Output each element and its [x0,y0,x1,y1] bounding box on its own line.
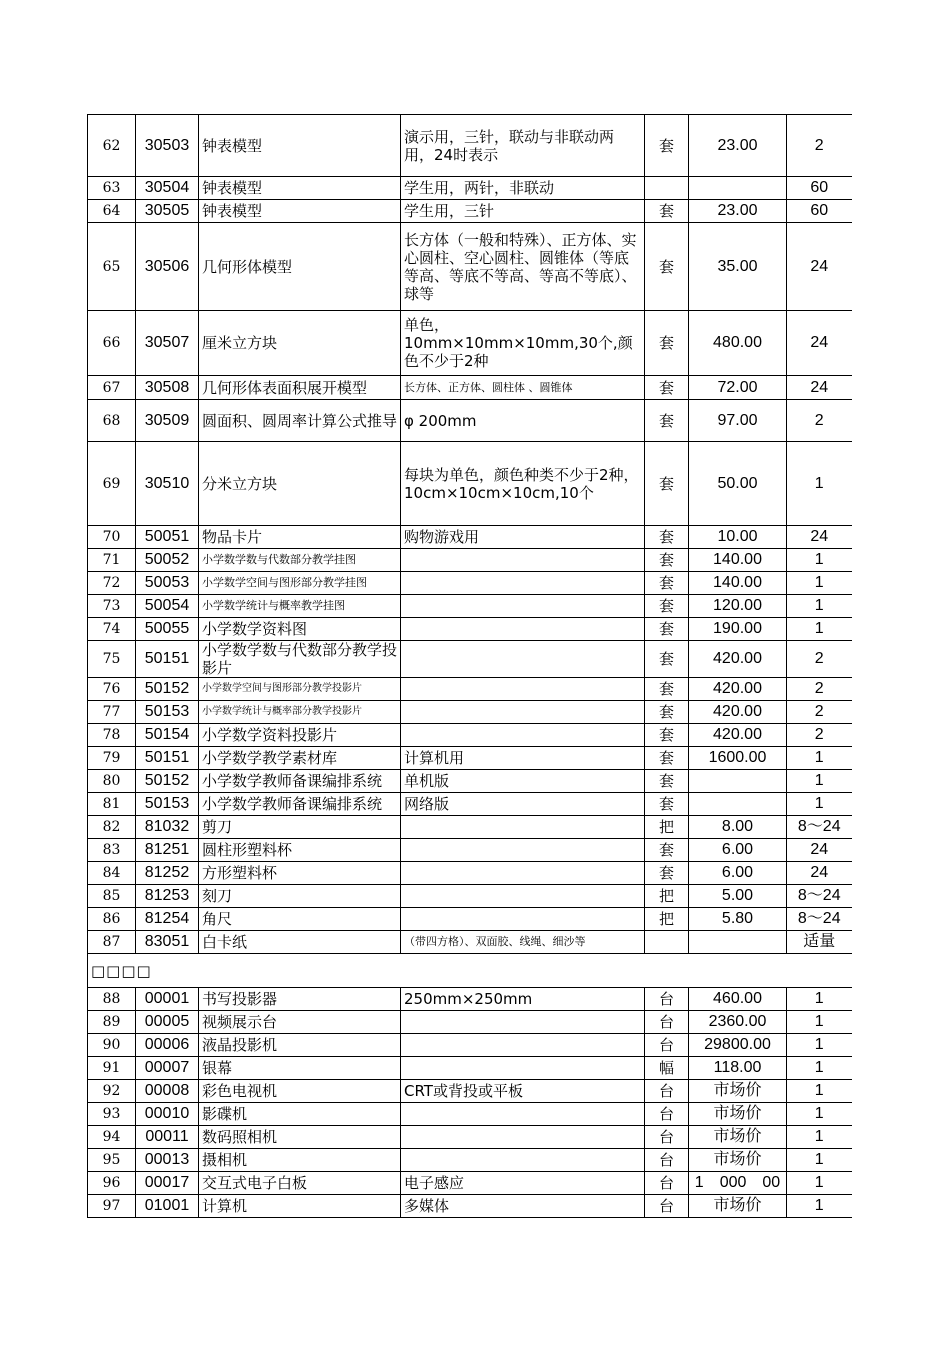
item-spec [401,839,645,862]
item-code: 00001 [136,988,199,1011]
item-quantity: 1 [787,618,852,641]
section-heading: □□□□ [88,954,852,988]
item-code: 30504 [136,177,199,200]
item-code: 30505 [136,200,199,223]
item-name: 钟表模型 [199,177,401,200]
item-price: 72.00 [689,376,787,400]
item-spec [401,862,645,885]
row-number: 80 [88,770,136,793]
table-row [88,400,852,442]
item-unit: 把 [645,816,689,839]
item-spec [401,701,645,724]
item-unit: 台 [645,988,689,1011]
row-number: 68 [88,400,136,442]
item-quantity: 8～24 [787,816,852,839]
item-unit: 台 [645,1080,689,1103]
equipment-table [87,114,852,1218]
item-code: 30507 [136,311,199,376]
item-spec: 多媒体 [401,1195,645,1218]
item-quantity: 1 [787,549,852,572]
item-code: 30509 [136,400,199,442]
item-unit: 套 [645,200,689,223]
item-unit: 套 [645,376,689,400]
item-spec [401,1057,645,1080]
item-name: 圆柱形塑料杯 [199,839,401,862]
item-name: 白卡纸 [199,931,401,954]
row-number: 74 [88,618,136,641]
table-row [88,1195,852,1218]
item-quantity: 2 [787,641,852,678]
item-name: 剪刀 [199,816,401,839]
item-name: 分米立方块 [199,442,401,526]
table-row [88,724,852,747]
item-quantity: 2 [787,724,852,747]
table-row [88,549,852,572]
row-number: 85 [88,885,136,908]
item-quantity: 24 [787,223,852,311]
item-code: 00005 [136,1011,199,1034]
item-unit: 套 [645,311,689,376]
item-price: 190.00 [689,618,787,641]
row-number: 66 [88,311,136,376]
table-row [88,839,852,862]
item-code: 30506 [136,223,199,311]
item-quantity: 1 [787,1080,852,1103]
item-code: 50152 [136,770,199,793]
item-unit: 台 [645,1149,689,1172]
item-price: 市场价 [689,1080,787,1103]
item-quantity: 2 [787,678,852,701]
item-name: 小学数学教师备课编排系统 [199,770,401,793]
item-price: 6.00 [689,862,787,885]
item-name: 小学数学统计与概率教学挂图 [199,595,401,618]
table-row [88,1149,852,1172]
item-spec [401,908,645,931]
item-spec: 单机版 [401,770,645,793]
item-spec: 电子感应 [401,1172,645,1195]
item-code: 00010 [136,1103,199,1126]
row-number: 75 [88,641,136,678]
item-unit: 套 [645,223,689,311]
item-spec [401,885,645,908]
item-spec: 每块为单色，颜色种类不少于2种，10cm×10cm×10cm,10个 [401,442,645,526]
item-quantity: 1 [787,442,852,526]
item-spec: 250mm×250mm [401,988,645,1011]
row-number: 77 [88,701,136,724]
item-price: 50.00 [689,442,787,526]
item-code: 81252 [136,862,199,885]
item-code: 30510 [136,442,199,526]
item-quantity: 60 [787,200,852,223]
item-spec: 学生用，两针，非联动 [401,177,645,200]
item-name: 刻刀 [199,885,401,908]
item-name: 小学数学空间与图形部分教学挂图 [199,572,401,595]
item-unit: 套 [645,770,689,793]
item-code: 50051 [136,526,199,549]
table-row [88,747,852,770]
row-number: 88 [88,988,136,1011]
item-price: 23.00 [689,115,787,177]
table-row [88,572,852,595]
item-name: 小学数学空间与图形部分教学投影片 [199,678,401,701]
table-row [88,862,852,885]
row-number: 64 [88,200,136,223]
item-price: 市场价 [689,1126,787,1149]
table-row [88,793,852,816]
item-unit: 台 [645,1195,689,1218]
item-name: 几何形体模型 [199,223,401,311]
item-unit: 套 [645,862,689,885]
item-quantity: 60 [787,177,852,200]
row-number: 95 [88,1149,136,1172]
table-row [88,376,852,400]
item-spec [401,1126,645,1149]
table-row [88,177,852,200]
item-quantity: 1 [787,572,852,595]
item-quantity: 1 [787,793,852,816]
item-spec [401,641,645,678]
item-unit: 把 [645,885,689,908]
item-unit: 套 [645,442,689,526]
item-quantity: 1 [787,1172,852,1195]
item-code: 50151 [136,747,199,770]
item-code: 00008 [136,1080,199,1103]
item-quantity: 1 [787,1103,852,1126]
item-quantity: 24 [787,376,852,400]
row-number: 96 [88,1172,136,1195]
table-row [88,701,852,724]
item-spec: 长方体（一般和特殊）、正方体、实心圆柱、空心圆柱、圆锥体（等底等高、等底不等高、等高不等底）、球等 [401,223,645,311]
item-price: 5.80 [689,908,787,931]
item-code: 81253 [136,885,199,908]
item-quantity: 2 [787,400,852,442]
item-unit: 套 [645,678,689,701]
item-spec: （带四方格）、双面胶、线绳、细沙等 [401,931,645,954]
item-spec: CRT或背投或平板 [401,1080,645,1103]
item-price: 140.00 [689,549,787,572]
item-spec: φ 200mm [401,400,645,442]
item-price: 市场价 [689,1149,787,1172]
item-unit: 套 [645,701,689,724]
item-unit: 套 [645,747,689,770]
item-quantity: 1 [787,747,852,770]
table-row [88,885,852,908]
item-unit: 套 [645,115,689,177]
item-name: 小学数学教学素材库 [199,747,401,770]
item-code: 00011 [136,1126,199,1149]
item-price: 420.00 [689,724,787,747]
table-row [88,1172,852,1195]
table-row [88,311,852,376]
item-unit: 套 [645,549,689,572]
item-unit: 套 [645,572,689,595]
item-name: 小学数学统计与概率部分教学投影片 [199,701,401,724]
item-unit: 套 [645,618,689,641]
item-price: 5.00 [689,885,787,908]
item-code: 30508 [136,376,199,400]
table-row [88,678,852,701]
row-number: 86 [88,908,136,931]
item-name: 影碟机 [199,1103,401,1126]
item-unit: 套 [645,839,689,862]
item-unit: 幅 [645,1057,689,1080]
table-row [88,595,852,618]
item-name: 小学数学数与代数部分教学投影片 [199,641,401,678]
item-unit: 套 [645,595,689,618]
item-unit: 台 [645,1103,689,1126]
row-number: 91 [88,1057,136,1080]
row-number: 89 [88,1011,136,1034]
row-number: 81 [88,793,136,816]
item-price: 1600.00 [689,747,787,770]
item-name: 钟表模型 [199,200,401,223]
item-spec [401,1149,645,1172]
item-name: 小学数学教师备课编排系统 [199,793,401,816]
item-price: 6.00 [689,839,787,862]
item-quantity: 8～24 [787,885,852,908]
item-code: 81254 [136,908,199,931]
row-number: 90 [88,1034,136,1057]
item-spec: 学生用，三针 [401,200,645,223]
item-spec: 单色，10mm×10mm×10mm,30个,颜色不少于2种 [401,311,645,376]
table-row [88,1080,852,1103]
table-row [88,931,852,954]
row-number: 82 [88,816,136,839]
item-quantity: 24 [787,839,852,862]
item-quantity: 适量 [787,931,852,954]
table-row [88,1126,852,1149]
item-code: 50152 [136,678,199,701]
table-row [88,1057,852,1080]
item-unit: 台 [645,1172,689,1195]
row-number: 62 [88,115,136,177]
item-code: 50153 [136,701,199,724]
item-price: 1 000 00 [689,1172,787,1195]
item-price: 23.00 [689,200,787,223]
row-number: 76 [88,678,136,701]
item-quantity: 1 [787,595,852,618]
item-unit: 套 [645,641,689,678]
row-number: 65 [88,223,136,311]
item-name: 书写投影器 [199,988,401,1011]
table-row [88,908,852,931]
item-name: 数码照相机 [199,1126,401,1149]
item-price [689,177,787,200]
item-price [689,770,787,793]
item-quantity: 1 [787,1057,852,1080]
item-name: 角尺 [199,908,401,931]
item-price: 35.00 [689,223,787,311]
item-code: 50052 [136,549,199,572]
item-spec [401,549,645,572]
item-name: 物品卡片 [199,526,401,549]
item-price: 460.00 [689,988,787,1011]
item-spec [401,724,645,747]
table-row [88,988,852,1011]
item-spec [401,1011,645,1034]
table-row [88,1011,852,1034]
table-row [88,770,852,793]
item-name: 方形塑料杯 [199,862,401,885]
item-price: 29800.00 [689,1034,787,1057]
row-number: 71 [88,549,136,572]
item-quantity: 8～24 [787,908,852,931]
item-name: 摄相机 [199,1149,401,1172]
item-name: 彩色电视机 [199,1080,401,1103]
item-name: 圆面积、圆周率计算公式推导 [199,400,401,442]
row-number: 70 [88,526,136,549]
table-row [88,1103,852,1126]
item-code: 50154 [136,724,199,747]
item-unit: 台 [645,1126,689,1149]
item-name: 厘米立方块 [199,311,401,376]
table-row [88,641,852,678]
item-quantity: 1 [787,1011,852,1034]
table-row [88,223,852,311]
table-row [88,115,852,177]
item-name: 小学数学资料图 [199,618,401,641]
item-price: 480.00 [689,311,787,376]
table-row [88,1034,852,1057]
item-name: 交互式电子白板 [199,1172,401,1195]
item-unit [645,931,689,954]
item-code: 81032 [136,816,199,839]
section-row [88,954,852,988]
table-row [88,200,852,223]
item-quantity: 1 [787,988,852,1011]
row-number: 92 [88,1080,136,1103]
item-spec [401,678,645,701]
row-number: 73 [88,595,136,618]
item-price: 2360.00 [689,1011,787,1034]
item-price: 420.00 [689,641,787,678]
item-code: 01001 [136,1195,199,1218]
item-unit [645,177,689,200]
item-spec: 长方体、正方体、圆柱体 、圆锥体 [401,376,645,400]
item-price: 140.00 [689,572,787,595]
item-quantity: 1 [787,1149,852,1172]
item-unit: 台 [645,1034,689,1057]
item-unit: 台 [645,1011,689,1034]
row-number: 84 [88,862,136,885]
item-quantity: 2 [787,115,852,177]
table-row [88,442,852,526]
item-price [689,931,787,954]
item-code: 30503 [136,115,199,177]
item-code: 50055 [136,618,199,641]
table-row [88,618,852,641]
item-price: 10.00 [689,526,787,549]
item-spec [401,595,645,618]
item-code: 00006 [136,1034,199,1057]
item-name: 小学数学数与代数部分教学挂图 [199,549,401,572]
table-row [88,816,852,839]
row-number: 72 [88,572,136,595]
item-code: 81251 [136,839,199,862]
item-quantity: 1 [787,1034,852,1057]
item-price: 市场价 [689,1195,787,1218]
row-number: 79 [88,747,136,770]
item-code: 50054 [136,595,199,618]
item-quantity: 1 [787,770,852,793]
row-number: 83 [88,839,136,862]
item-price: 市场价 [689,1103,787,1126]
item-spec: 网络版 [401,793,645,816]
row-number: 87 [88,931,136,954]
item-unit: 套 [645,793,689,816]
item-spec [401,1034,645,1057]
item-spec [401,572,645,595]
item-price: 97.00 [689,400,787,442]
item-name: 钟表模型 [199,115,401,177]
item-unit: 套 [645,724,689,747]
item-quantity: 24 [787,862,852,885]
row-number: 69 [88,442,136,526]
item-unit: 套 [645,526,689,549]
item-code: 00007 [136,1057,199,1080]
item-quantity: 24 [787,311,852,376]
item-code: 83051 [136,931,199,954]
item-name: 银幕 [199,1057,401,1080]
item-name: 视频展示台 [199,1011,401,1034]
row-number: 67 [88,376,136,400]
item-unit: 把 [645,908,689,931]
item-quantity: 2 [787,701,852,724]
item-price: 120.00 [689,595,787,618]
item-code: 50153 [136,793,199,816]
item-price: 118.00 [689,1057,787,1080]
row-number: 63 [88,177,136,200]
item-price [689,793,787,816]
row-number: 97 [88,1195,136,1218]
item-spec: 购物游戏用 [401,526,645,549]
item-name: 液晶投影机 [199,1034,401,1057]
item-code: 50151 [136,641,199,678]
table-body [88,115,852,1218]
item-name: 几何形体表面积展开模型 [199,376,401,400]
item-name: 小学数学资料投影片 [199,724,401,747]
item-spec [401,618,645,641]
item-spec [401,1103,645,1126]
item-spec [401,816,645,839]
table-row [88,526,852,549]
item-code: 00017 [136,1172,199,1195]
item-price: 420.00 [689,701,787,724]
item-unit: 套 [645,400,689,442]
item-code: 50053 [136,572,199,595]
item-quantity: 24 [787,526,852,549]
row-number: 93 [88,1103,136,1126]
row-number: 94 [88,1126,136,1149]
item-price: 420.00 [689,678,787,701]
item-spec: 演示用，三针，联动与非联动两用，24时表示 [401,115,645,177]
item-quantity: 1 [787,1126,852,1149]
row-number: 78 [88,724,136,747]
item-name: 计算机 [199,1195,401,1218]
item-quantity: 1 [787,1195,852,1218]
item-price: 8.00 [689,816,787,839]
item-code: 00013 [136,1149,199,1172]
item-spec: 计算机用 [401,747,645,770]
